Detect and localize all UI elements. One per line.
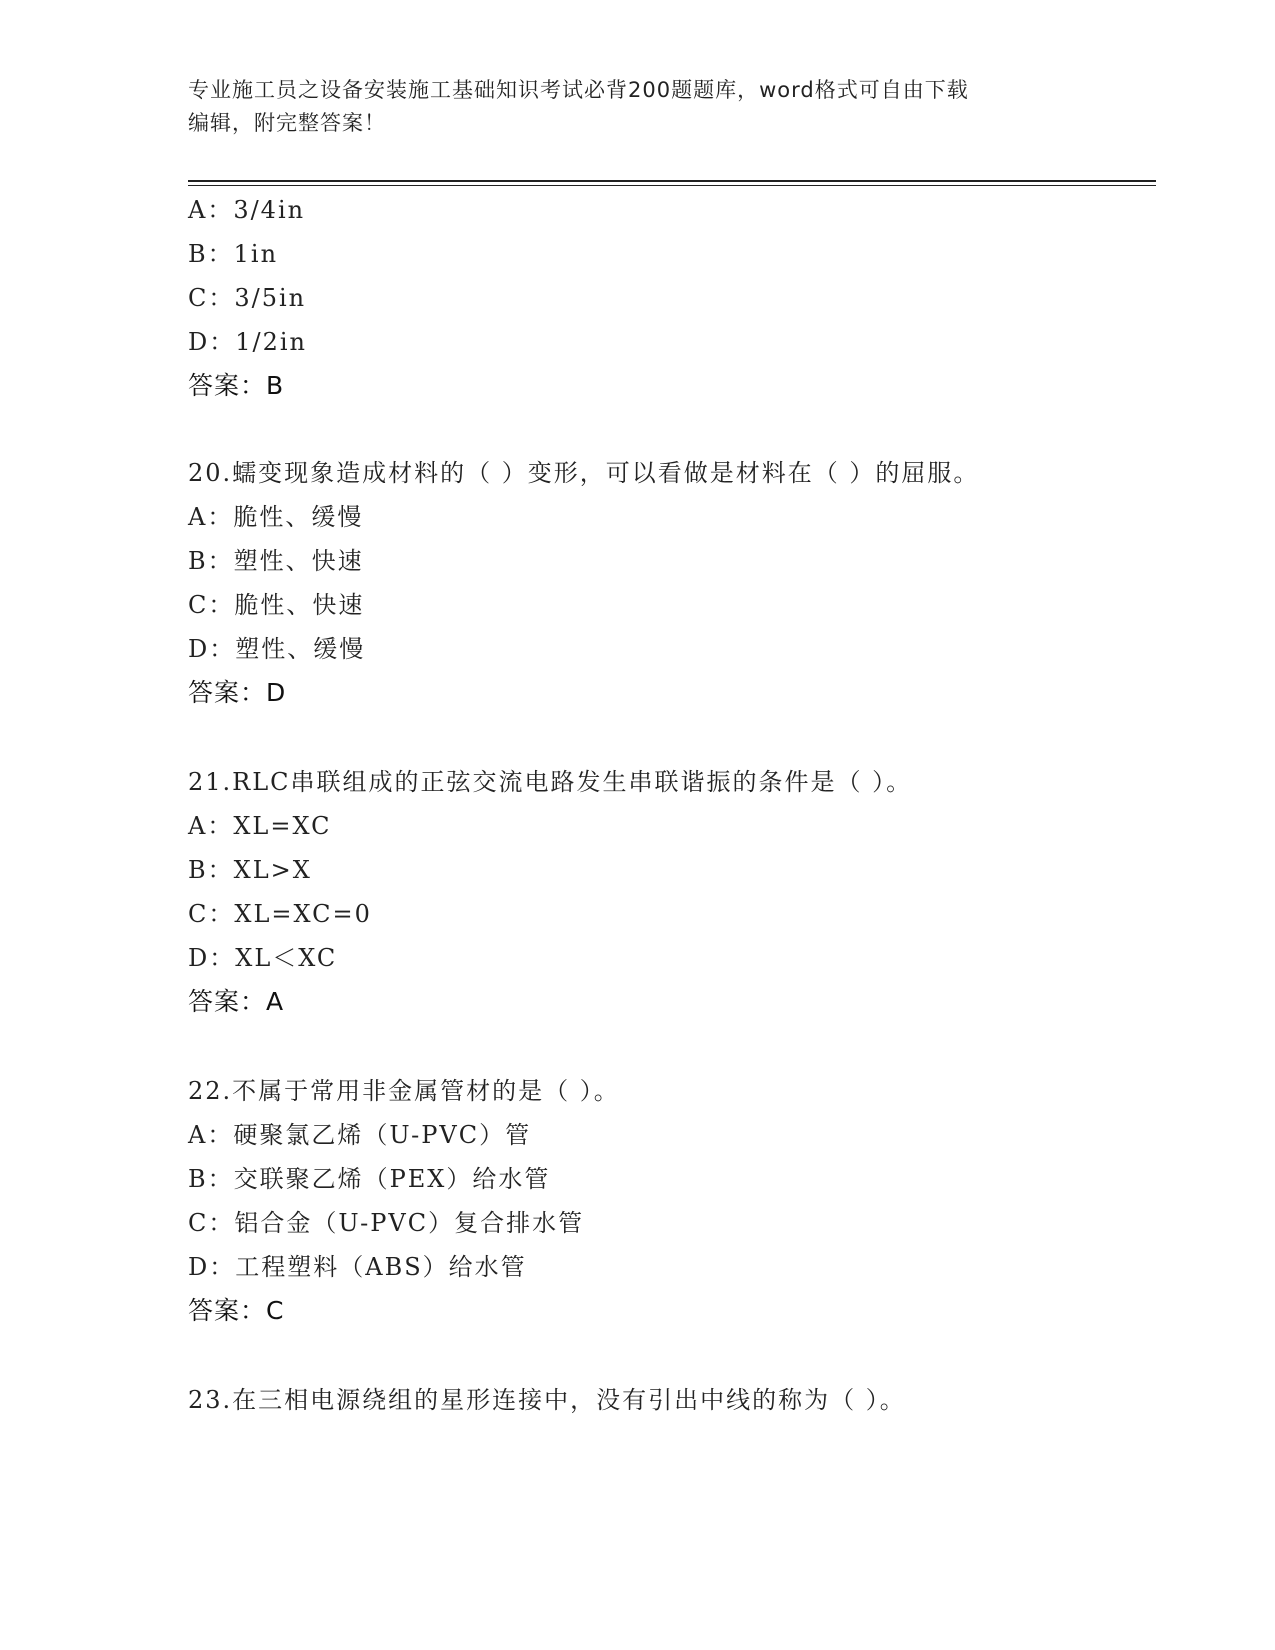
header-line-2: 编辑，附完整答案！: [188, 111, 386, 135]
option-c: C：脆性、快速: [188, 591, 365, 619]
answer-label: 答案：B: [188, 371, 285, 400]
option-c: C：XL=XC=0: [188, 900, 372, 928]
option-b: B：XL>X: [188, 856, 312, 884]
option-a: A：3/4in: [188, 196, 306, 224]
question-stem: 21.RLC串联组成的正弦交流电路发生串联谐振的条件是（ ）。: [188, 768, 913, 796]
option-a: A：脆性、缓慢: [188, 503, 364, 531]
question-stem: 23.在三相电源绕组的星形连接中，没有引出中线的称为（ ）。: [188, 1386, 906, 1414]
option-d: D：1/2in: [188, 328, 307, 356]
question-stem: 20.蠕变现象造成材料的（ ）变形，可以看做是材料在（ ）的屈服。: [188, 459, 980, 487]
answer-label: 答案：C: [188, 1296, 285, 1325]
header-line-1: 专业施工员之设备安装施工基础知识考试必背200题题库，word格式可自由下载: [188, 78, 969, 102]
answer-label: 答案：D: [188, 678, 287, 707]
option-b: B：交联聚乙烯（PEX）给水管: [188, 1165, 551, 1193]
option-a: A：XL=XC: [188, 812, 332, 840]
option-b: B：塑性、快速: [188, 547, 364, 575]
option-b: B：1in: [188, 240, 279, 268]
option-d: D：工程塑料（ABS）给水管: [188, 1253, 527, 1281]
header-divider-thick: [188, 180, 1156, 182]
header-divider-thin: [188, 185, 1156, 186]
answer-label: 答案：A: [188, 987, 285, 1016]
question-stem: 22.不属于常用非金属管材的是（ ）。: [188, 1077, 620, 1105]
document-header: [188, 74, 1068, 140]
option-d: D：XL＜XC: [188, 944, 338, 972]
option-d: D：塑性、缓慢: [188, 635, 366, 663]
option-c: C：3/5in: [188, 284, 307, 312]
option-c: C：铝合金（U-PVC）复合排水管: [188, 1209, 585, 1237]
option-a: A：硬聚氯乙烯（U-PVC）管: [188, 1121, 532, 1149]
